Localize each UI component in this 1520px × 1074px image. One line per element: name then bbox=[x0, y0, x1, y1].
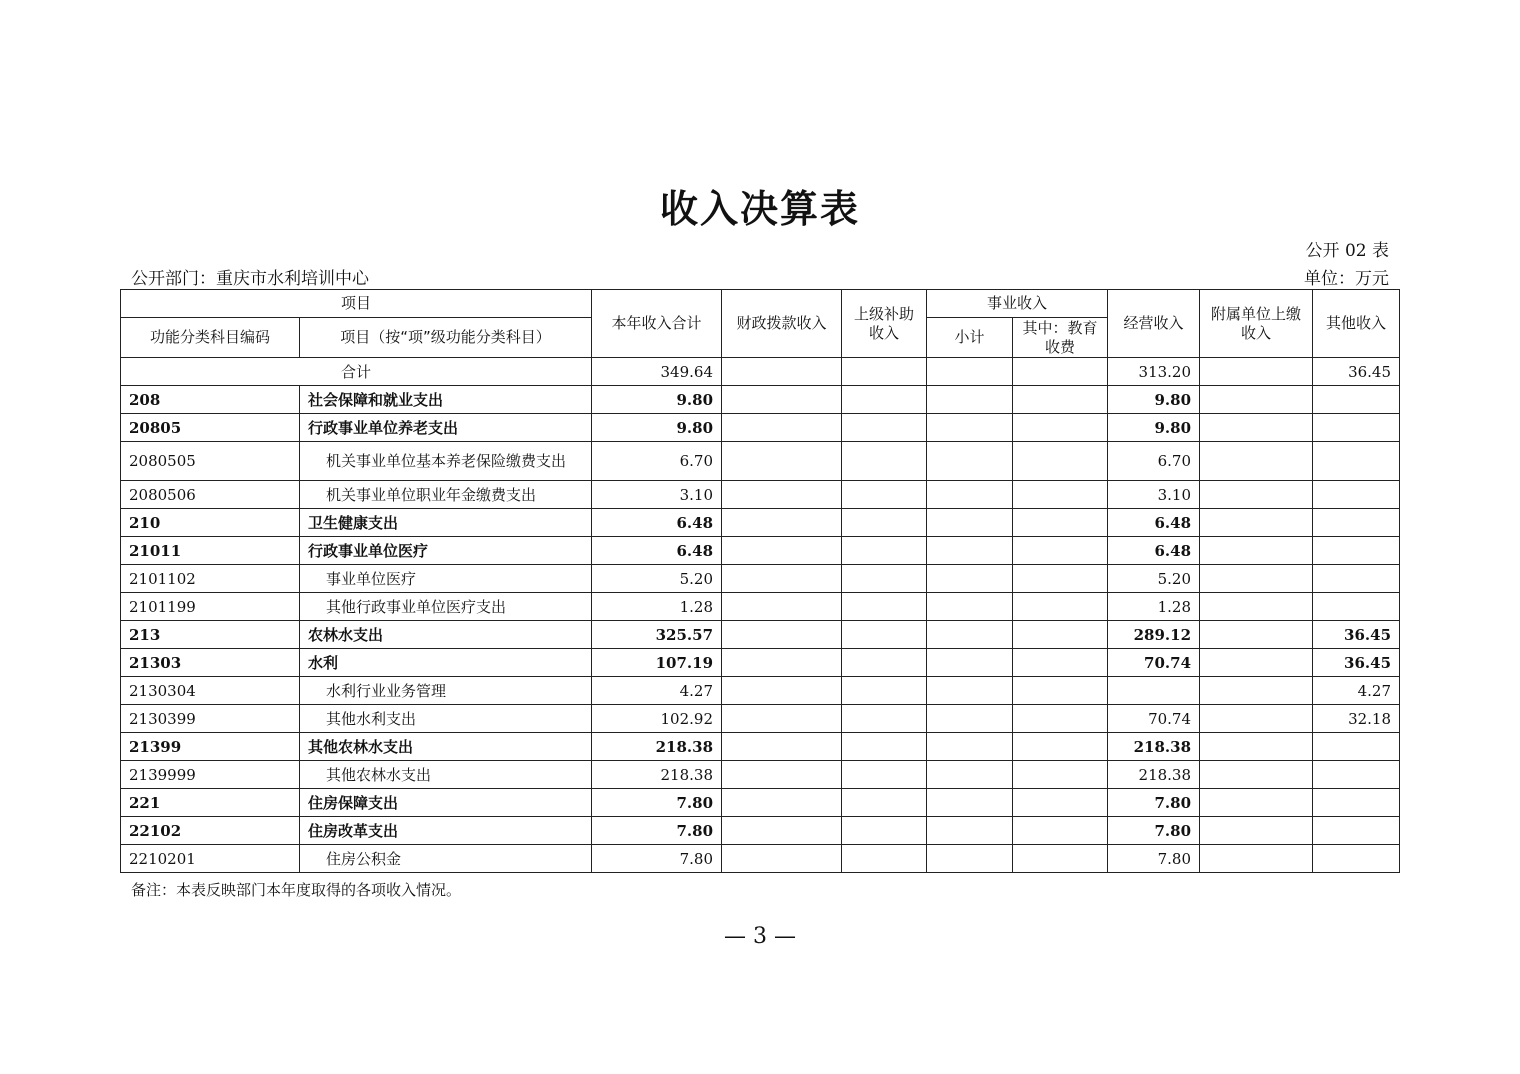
header-total: 本年收入合计 bbox=[592, 290, 722, 358]
row-code: 2080505 bbox=[121, 442, 300, 481]
cell-total: 7.80 bbox=[592, 789, 722, 817]
table-row bbox=[121, 481, 1400, 509]
cell-subtotal bbox=[927, 509, 1013, 537]
cell-operating: 3.10 bbox=[1108, 481, 1200, 509]
cell-affiliated bbox=[1200, 442, 1313, 481]
cell-superior bbox=[842, 565, 927, 593]
row-code: 21399 bbox=[121, 733, 300, 761]
cell-superior bbox=[842, 414, 927, 442]
cell-superior bbox=[842, 358, 927, 386]
cell-total: 4.27 bbox=[592, 677, 722, 705]
cell-edu bbox=[1013, 509, 1108, 537]
cell-operating: 6.48 bbox=[1108, 509, 1200, 537]
cell-edu bbox=[1013, 789, 1108, 817]
cell-fiscal bbox=[722, 358, 842, 386]
cell-subtotal bbox=[927, 705, 1013, 733]
cell-edu bbox=[1013, 761, 1108, 789]
cell-total: 6.70 bbox=[592, 442, 722, 481]
row-code: 210 bbox=[121, 509, 300, 537]
cell-fiscal bbox=[722, 761, 842, 789]
header-other: 其他收入 bbox=[1313, 290, 1400, 358]
cell-operating: 9.80 bbox=[1108, 414, 1200, 442]
header-business-income: 事业收入 bbox=[927, 290, 1108, 318]
cell-superior bbox=[842, 509, 927, 537]
header-name: 项目（按“项”级功能分类科目） bbox=[300, 318, 592, 358]
table-row bbox=[121, 817, 1400, 845]
cell-superior bbox=[842, 386, 927, 414]
cell-fiscal bbox=[722, 733, 842, 761]
cell-total: 9.80 bbox=[592, 386, 722, 414]
table-row bbox=[121, 593, 1400, 621]
cell-subtotal bbox=[927, 677, 1013, 705]
cell-fiscal bbox=[722, 414, 842, 442]
table-row-total bbox=[121, 358, 1400, 386]
row-name: 社会保障和就业支出 bbox=[300, 386, 592, 414]
cell-fiscal bbox=[722, 565, 842, 593]
cell-operating: 218.38 bbox=[1108, 733, 1200, 761]
cell-other bbox=[1313, 733, 1400, 761]
row-name: 其他行政事业单位医疗支出 bbox=[300, 593, 592, 621]
cell-fiscal bbox=[722, 705, 842, 733]
table-row bbox=[121, 621, 1400, 649]
row-code: 2210201 bbox=[121, 845, 300, 873]
cell-edu bbox=[1013, 442, 1108, 481]
row-code: 2130304 bbox=[121, 677, 300, 705]
cell-superior bbox=[842, 481, 927, 509]
cell-subtotal bbox=[927, 386, 1013, 414]
row-name: 水利行业业务管理 bbox=[300, 677, 592, 705]
row-name: 行政事业单位医疗 bbox=[300, 537, 592, 565]
cell-subtotal bbox=[927, 565, 1013, 593]
cell-operating: 9.80 bbox=[1108, 386, 1200, 414]
row-name: 住房公积金 bbox=[300, 845, 592, 873]
cell-fiscal bbox=[722, 789, 842, 817]
cell-fiscal bbox=[722, 386, 842, 414]
cell-other bbox=[1313, 442, 1400, 481]
row-name: 合计 bbox=[121, 358, 592, 386]
row-code: 2101199 bbox=[121, 593, 300, 621]
table-row bbox=[121, 565, 1400, 593]
cell-subtotal bbox=[927, 442, 1013, 481]
cell-other bbox=[1313, 565, 1400, 593]
row-code: 21303 bbox=[121, 649, 300, 677]
cell-affiliated bbox=[1200, 386, 1313, 414]
row-name: 事业单位医疗 bbox=[300, 565, 592, 593]
cell-fiscal bbox=[722, 621, 842, 649]
cell-edu bbox=[1013, 677, 1108, 705]
cell-subtotal bbox=[927, 621, 1013, 649]
unit-label: 单位：万元 bbox=[1304, 269, 1389, 289]
cell-edu bbox=[1013, 649, 1108, 677]
cell-other bbox=[1313, 845, 1400, 873]
cell-other bbox=[1313, 414, 1400, 442]
cell-subtotal bbox=[927, 817, 1013, 845]
row-name: 其他农林水支出 bbox=[300, 733, 592, 761]
cell-edu bbox=[1013, 481, 1108, 509]
cell-superior bbox=[842, 649, 927, 677]
cell-affiliated bbox=[1200, 481, 1313, 509]
row-code: 208 bbox=[121, 386, 300, 414]
cell-total: 107.19 bbox=[592, 649, 722, 677]
cell-other bbox=[1313, 509, 1400, 537]
cell-operating: 70.74 bbox=[1108, 649, 1200, 677]
cell-fiscal bbox=[722, 649, 842, 677]
department-label: 公开部门：重庆市水利培训中心 bbox=[131, 269, 369, 289]
cell-edu bbox=[1013, 845, 1108, 873]
row-code: 20805 bbox=[121, 414, 300, 442]
row-code: 2101102 bbox=[121, 565, 300, 593]
cell-edu bbox=[1013, 414, 1108, 442]
cell-affiliated bbox=[1200, 705, 1313, 733]
cell-total: 325.57 bbox=[592, 621, 722, 649]
cell-affiliated bbox=[1200, 358, 1313, 386]
cell-superior bbox=[842, 733, 927, 761]
cell-affiliated bbox=[1200, 593, 1313, 621]
cell-affiliated bbox=[1200, 761, 1313, 789]
header-operating: 经营收入 bbox=[1108, 290, 1200, 358]
cell-subtotal bbox=[927, 649, 1013, 677]
cell-affiliated bbox=[1200, 817, 1313, 845]
cell-other bbox=[1313, 386, 1400, 414]
cell-fiscal bbox=[722, 537, 842, 565]
cell-operating: 7.80 bbox=[1108, 845, 1200, 873]
row-name: 其他农林水支出 bbox=[300, 761, 592, 789]
table-row bbox=[121, 705, 1400, 733]
cell-total: 9.80 bbox=[592, 414, 722, 442]
cell-operating: 70.74 bbox=[1108, 705, 1200, 733]
cell-operating: 7.80 bbox=[1108, 817, 1200, 845]
cell-other: 36.45 bbox=[1313, 358, 1400, 386]
cell-total: 7.80 bbox=[592, 845, 722, 873]
cell-superior bbox=[842, 705, 927, 733]
cell-total: 218.38 bbox=[592, 733, 722, 761]
cell-other bbox=[1313, 817, 1400, 845]
table-row bbox=[121, 761, 1400, 789]
cell-subtotal bbox=[927, 733, 1013, 761]
header-code: 功能分类科目编码 bbox=[121, 318, 300, 358]
cell-subtotal bbox=[927, 414, 1013, 442]
cell-operating: 1.28 bbox=[1108, 593, 1200, 621]
cell-other bbox=[1313, 537, 1400, 565]
cell-superior bbox=[842, 442, 927, 481]
cell-other: 4.27 bbox=[1313, 677, 1400, 705]
cell-subtotal bbox=[927, 593, 1013, 621]
cell-edu bbox=[1013, 705, 1108, 733]
cell-affiliated bbox=[1200, 789, 1313, 817]
cell-edu bbox=[1013, 358, 1108, 386]
cell-operating: 6.70 bbox=[1108, 442, 1200, 481]
table-row bbox=[121, 677, 1400, 705]
page-number: — 3 — bbox=[724, 924, 796, 949]
table-row bbox=[121, 537, 1400, 565]
cell-fiscal bbox=[722, 442, 842, 481]
cell-edu bbox=[1013, 593, 1108, 621]
cell-total: 349.64 bbox=[592, 358, 722, 386]
cell-other: 32.18 bbox=[1313, 705, 1400, 733]
page-title: 收入决算表 bbox=[659, 187, 860, 231]
cell-affiliated bbox=[1200, 677, 1313, 705]
cell-edu bbox=[1013, 817, 1108, 845]
cell-affiliated bbox=[1200, 649, 1313, 677]
cell-affiliated bbox=[1200, 733, 1313, 761]
cell-edu bbox=[1013, 565, 1108, 593]
footnote: 备注：本表反映部门本年度取得的各项收入情况。 bbox=[131, 881, 462, 899]
cell-operating: 6.48 bbox=[1108, 537, 1200, 565]
cell-superior bbox=[842, 761, 927, 789]
header-affiliated: 附属单位上缴收入 bbox=[1200, 290, 1313, 358]
cell-edu bbox=[1013, 733, 1108, 761]
cell-operating: 5.20 bbox=[1108, 565, 1200, 593]
cell-operating: 289.12 bbox=[1108, 621, 1200, 649]
cell-other: 36.45 bbox=[1313, 621, 1400, 649]
row-code: 2139999 bbox=[121, 761, 300, 789]
cell-affiliated bbox=[1200, 845, 1313, 873]
table-row bbox=[121, 386, 1400, 414]
row-code: 2130399 bbox=[121, 705, 300, 733]
table-row bbox=[121, 649, 1400, 677]
cell-edu bbox=[1013, 537, 1108, 565]
table-row bbox=[121, 509, 1400, 537]
row-name: 机关事业单位基本养老保险缴费支出 bbox=[300, 442, 592, 481]
cell-other bbox=[1313, 593, 1400, 621]
row-name: 水利 bbox=[300, 649, 592, 677]
cell-operating bbox=[1108, 677, 1200, 705]
cell-operating: 313.20 bbox=[1108, 358, 1200, 386]
income-table bbox=[120, 289, 1400, 873]
cell-edu bbox=[1013, 386, 1108, 414]
cell-superior bbox=[842, 677, 927, 705]
cell-fiscal bbox=[722, 677, 842, 705]
cell-fiscal bbox=[722, 509, 842, 537]
cell-total: 218.38 bbox=[592, 761, 722, 789]
cell-other bbox=[1313, 789, 1400, 817]
cell-superior bbox=[842, 789, 927, 817]
cell-total: 6.48 bbox=[592, 537, 722, 565]
cell-subtotal bbox=[927, 537, 1013, 565]
cell-total: 7.80 bbox=[592, 817, 722, 845]
cell-superior bbox=[842, 817, 927, 845]
cell-total: 5.20 bbox=[592, 565, 722, 593]
row-code: 21011 bbox=[121, 537, 300, 565]
header-subtotal: 小计 bbox=[927, 318, 1013, 358]
table-row bbox=[121, 789, 1400, 817]
form-number: 公开 02 表 bbox=[1305, 241, 1389, 261]
cell-fiscal bbox=[722, 817, 842, 845]
row-code: 22102 bbox=[121, 817, 300, 845]
row-code: 213 bbox=[121, 621, 300, 649]
row-name: 机关事业单位职业年金缴费支出 bbox=[300, 481, 592, 509]
cell-subtotal bbox=[927, 481, 1013, 509]
cell-other bbox=[1313, 761, 1400, 789]
row-name: 住房改革支出 bbox=[300, 817, 592, 845]
cell-affiliated bbox=[1200, 537, 1313, 565]
table-row bbox=[121, 733, 1400, 761]
cell-affiliated bbox=[1200, 565, 1313, 593]
header-education-fee: 其中：教育收费 bbox=[1013, 318, 1108, 358]
row-name: 卫生健康支出 bbox=[300, 509, 592, 537]
cell-subtotal bbox=[927, 789, 1013, 817]
cell-other bbox=[1313, 481, 1400, 509]
cell-edu bbox=[1013, 621, 1108, 649]
cell-superior bbox=[842, 593, 927, 621]
cell-affiliated bbox=[1200, 414, 1313, 442]
header-superior-subsidy: 上级补助收入 bbox=[842, 290, 927, 358]
header-item: 项目 bbox=[121, 290, 592, 318]
cell-total: 1.28 bbox=[592, 593, 722, 621]
table-row bbox=[121, 442, 1400, 481]
cell-operating: 7.80 bbox=[1108, 789, 1200, 817]
cell-subtotal bbox=[927, 761, 1013, 789]
cell-superior bbox=[842, 537, 927, 565]
row-code: 2080506 bbox=[121, 481, 300, 509]
cell-affiliated bbox=[1200, 509, 1313, 537]
header-fiscal: 财政拨款收入 bbox=[722, 290, 842, 358]
cell-fiscal bbox=[722, 481, 842, 509]
cell-other: 36.45 bbox=[1313, 649, 1400, 677]
cell-total: 3.10 bbox=[592, 481, 722, 509]
cell-total: 6.48 bbox=[592, 509, 722, 537]
cell-subtotal bbox=[927, 358, 1013, 386]
row-name: 住房保障支出 bbox=[300, 789, 592, 817]
row-name: 行政事业单位养老支出 bbox=[300, 414, 592, 442]
table-row bbox=[121, 414, 1400, 442]
cell-affiliated bbox=[1200, 621, 1313, 649]
cell-superior bbox=[842, 621, 927, 649]
row-code: 221 bbox=[121, 789, 300, 817]
cell-superior bbox=[842, 845, 927, 873]
cell-fiscal bbox=[722, 845, 842, 873]
cell-subtotal bbox=[927, 845, 1013, 873]
table-row bbox=[121, 845, 1400, 873]
cell-fiscal bbox=[722, 593, 842, 621]
row-name: 农林水支出 bbox=[300, 621, 592, 649]
cell-total: 102.92 bbox=[592, 705, 722, 733]
row-name: 其他水利支出 bbox=[300, 705, 592, 733]
cell-operating: 218.38 bbox=[1108, 761, 1200, 789]
